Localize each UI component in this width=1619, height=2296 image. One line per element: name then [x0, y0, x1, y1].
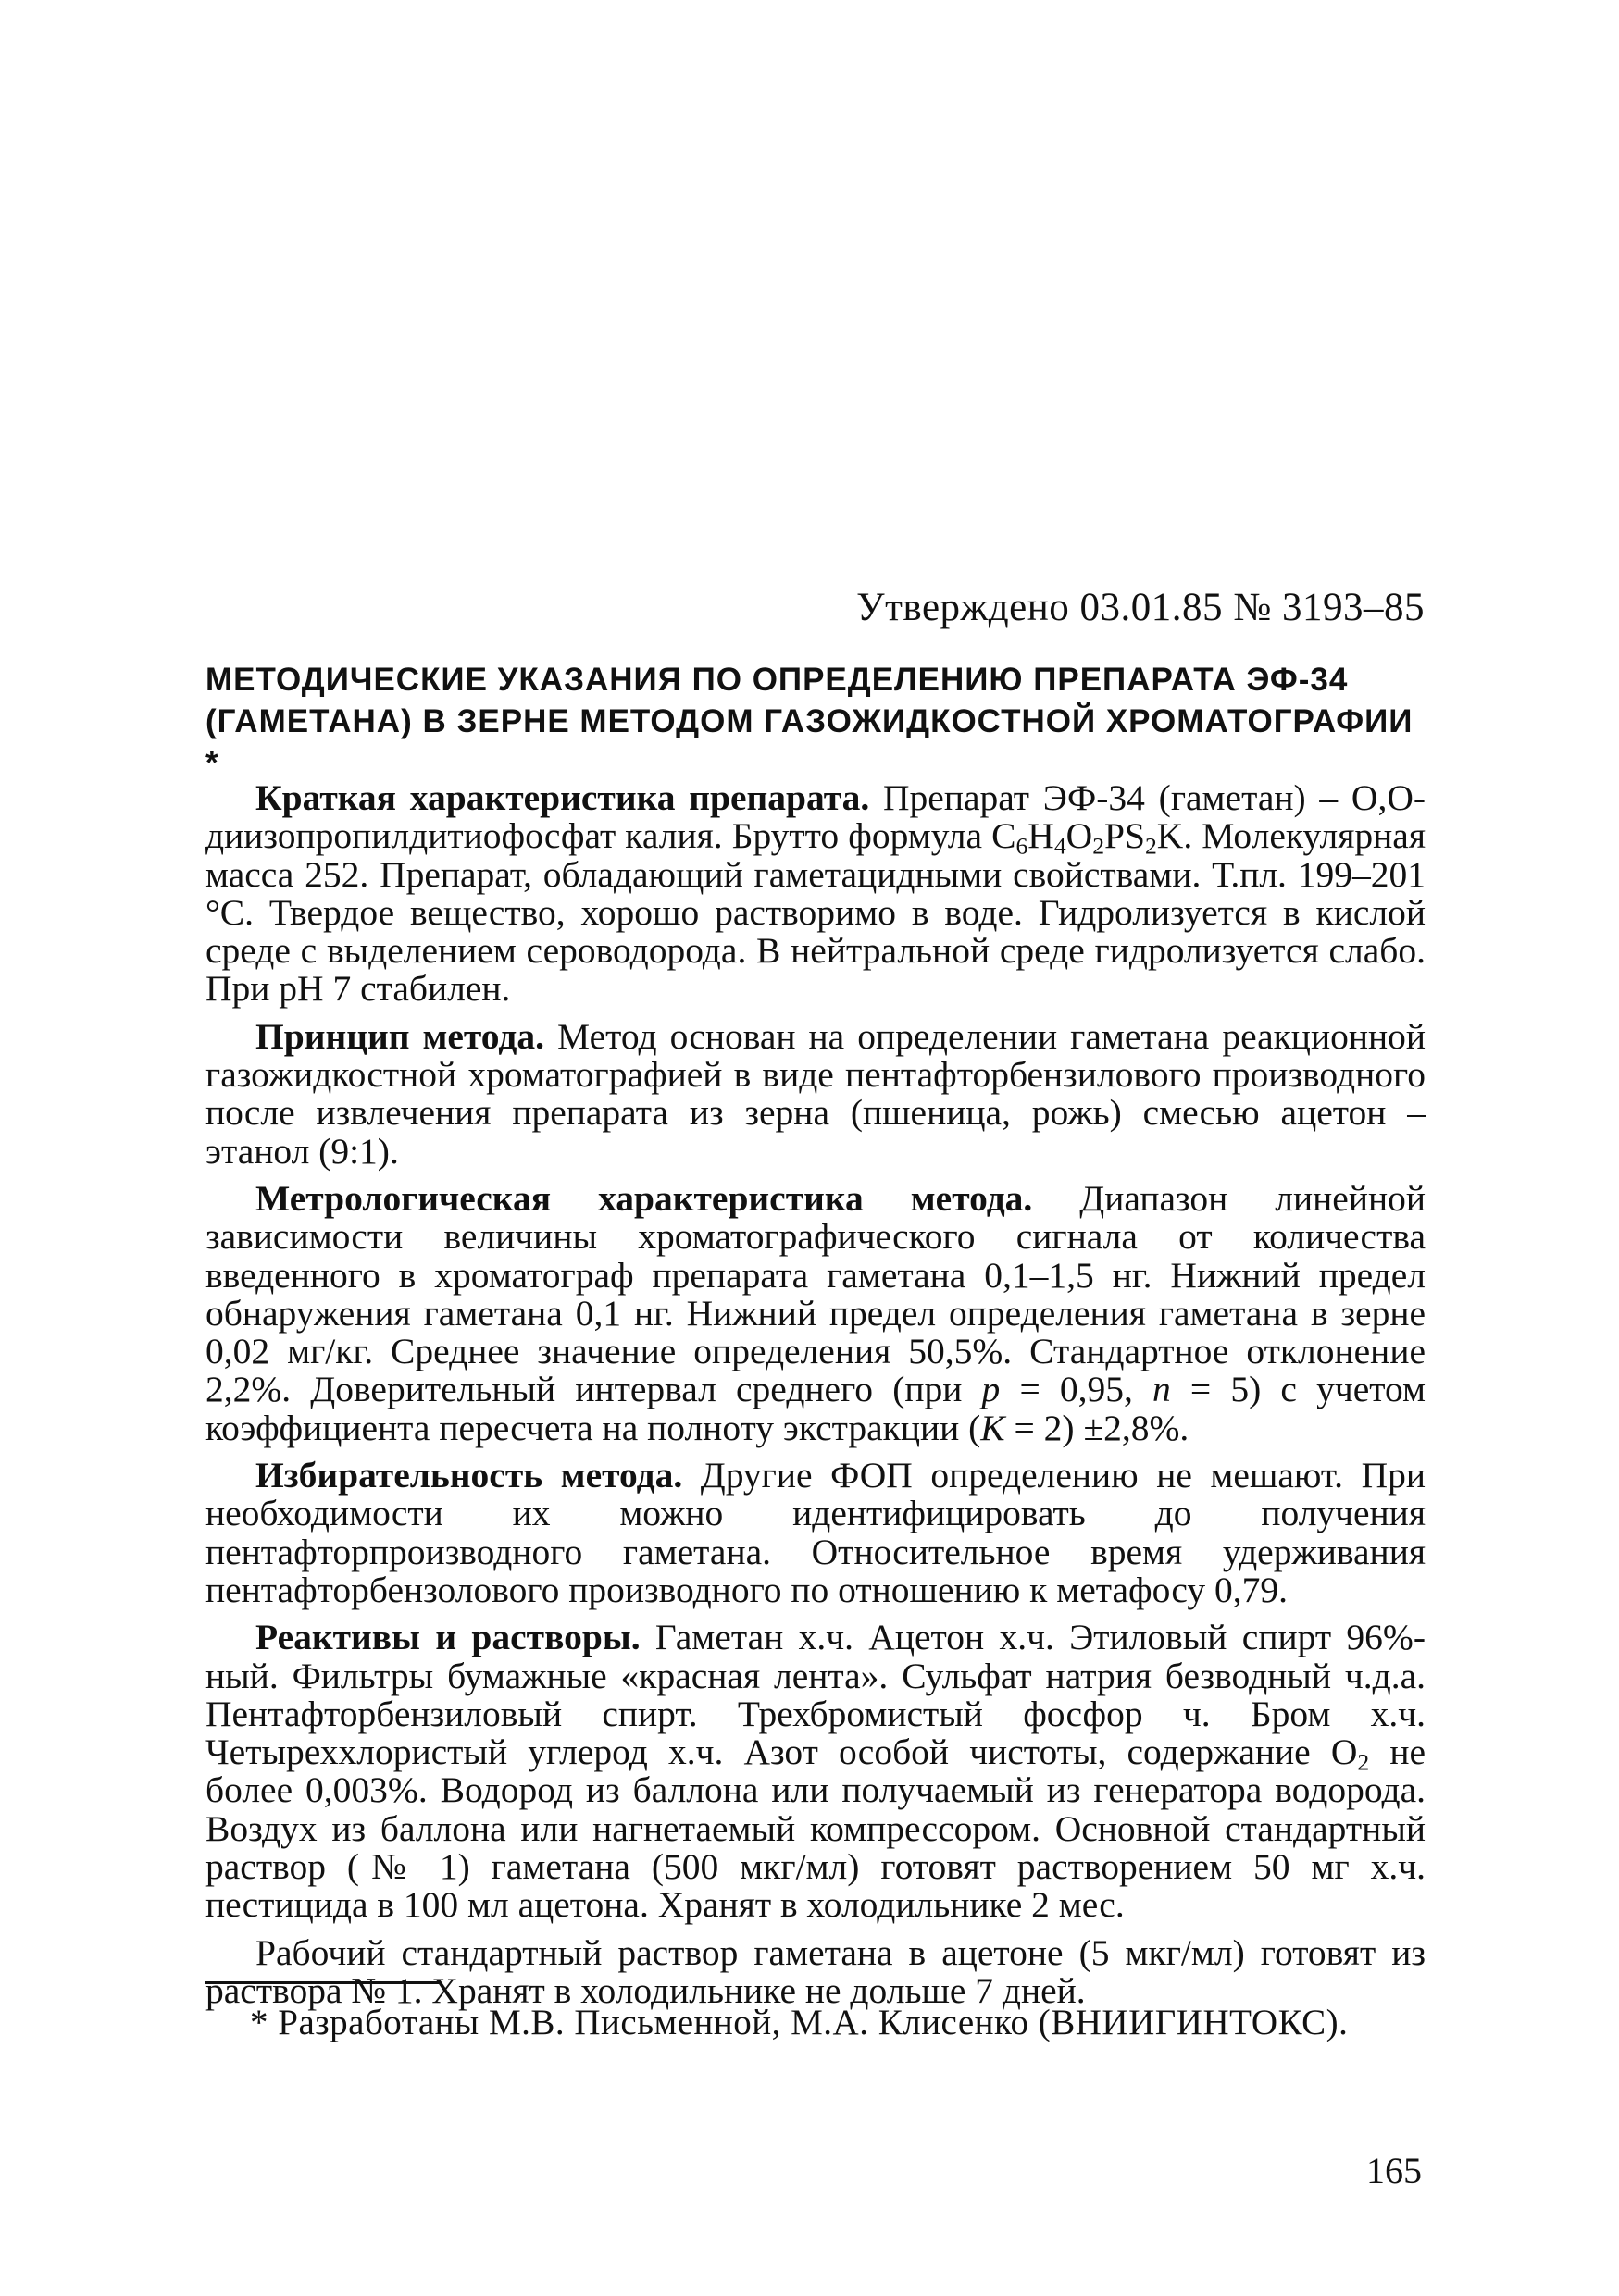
paragraph-text: Рабочий стандартный раствор гаметана в ацетоне (5 мкг/мл) готовят из раствора № 1. Хранят в холодильнике не дольше 7 дней.	[205, 1931, 1426, 2011]
variable-p: p	[981, 1369, 1001, 1410]
paragraph-selectivity	[205, 1457, 1426, 1609]
paragraph-text: Другие ФОП определению не мешают. При необходимости их можно идентифицировать до получения пентафторпроизводного гаметана. Относительное время удерживания пентафторбензолового производного по отношению к метафосу 0,79.	[205, 1455, 1426, 1610]
document-title: МЕТОДИЧЕСКИЕ УКАЗАНИЯ ПО ОПРЕДЕЛЕНИЮ ПРЕПАРАТА ЭФ-34 (ГАМЕТАНА) В ЗЕРНЕ МЕТОДОМ ГАЗОЖИДКОСТНОЙ ХРОМАТОГРАФИИ *	[205, 662, 1414, 781]
variable-k: K	[980, 1407, 1005, 1448]
paragraph-characteristics	[205, 779, 1426, 1009]
paragraph-lead: Реактивы и растворы.	[255, 1617, 641, 1658]
paragraph-text: Препарат ЭФ-34 (гаметан) – О,О-диизопропилдитиофосфат калия. Брутто формула	[205, 777, 1426, 857]
paragraph-lead: Краткая характеристика препарата.	[255, 777, 870, 818]
document-body	[205, 779, 1426, 2019]
paragraph-text: Диапазон линейной зависимости величины хроматографического сигнала от количества введенного в хроматограф препарата гаметана 0,1–1,5 нг. Нижний предел обнаружения гаметана 0,1 нг. Нижний предел определения гаметана в зерне 0,02 мг/кг. Среднее значение определения 50,5%. Стандартное отклонение 2,2%. Доверительный интервал среднего (при	[205, 1177, 1426, 1410]
paragraph-lead: Избирательность метода.	[255, 1455, 683, 1496]
page-number: 165	[1366, 2150, 1422, 2191]
footnote-divider	[205, 1981, 439, 1984]
paragraph-principle	[205, 1015, 1426, 1172]
paragraph-reagents: Реактивы и растворы. Гаметан х.ч. Ацетон х.ч. Этиловый спирт 96%-ный. Фильтры бумажные «красная лента». Сульфат натрия безводный ч.д.а. Пентафторбензиловый спирт. Трехбромистый фосфор ч. Бром х.ч. Четыреххлористый углерод х.ч. Азот особой чистоты, содержание $O_2$ не более 0,003%. Водород из баллона или получаемый из генератора водорода. Воздух из баллона или нагнетаемый компрессором. Основной стандартный раствор (№ 1) гаметана (500 мкг/мл) готовят растворением 50 мг х.ч. пестицида в 100 мл ацетона. Хранят в холодильнике 2 мес.	[205, 1617, 1426, 1926]
chemical-formula: $C_6H_4O_2PS_2K$	[991, 815, 1184, 860]
paragraph-lead: Принцип метода.	[255, 1015, 545, 1057]
paragraph-text: Гаметан х.ч. Ацетон х.ч. Этиловый спирт 96%-ный. Фильтры бумажные «красная лента». Сульфат натрия безводный ч.д.а. Пентафторбензиловый спирт. Трехбромистый фосфор ч. Бром х.ч. Четыреххлористый углерод х.ч. Азот особой чистоты, содержание	[205, 1617, 1426, 1773]
paragraph-metrology: Метрологическая характеристика метода. Диапазон линейной зависимости величины хроматографического сигнала от количества введенного в хроматограф препарата гаметана 0,1–1,5 нг. Нижний предел обнаружения гаметана 0,1 нг. Нижний предел определения гаметана в зерне 0,02 мг/кг. Среднее значение определения 50,5%. Стандартное отклонение 2,2%. Доверительный интервал среднего (при p = 0,95, n = 5) с учетом коэффициента пересчета на полноту экстракции (K = 2) ±2,8%.	[205, 1177, 1426, 1448]
paragraph-text: Метод основан на определении гаметана реакционной газожидкостной хроматографией в виде пентафторбензилового производного после извлечения препарата из зерна (пшеница, рожь) смесью ацетон – этанол (9:1).	[205, 1015, 1426, 1172]
paragraph-text: . Молекулярная масса 252. Препарат, обладающий гаметацидными свойствами. Т.пл. 199–201 °C. Твердое вещество, хорошо растворимо в воде. Гидролизуется в кислой среде с выделением сероводорода. В нейтральной среде гидролизуется слабо. При pH 7 стабилен.	[205, 815, 1426, 1010]
paragraph-lead: Метрологическая характеристика метода.	[255, 1177, 1033, 1219]
paragraph-working-standard	[205, 1931, 1426, 2011]
approval-line: Утверждено 03.01.85 № 3193–85	[856, 586, 1425, 629]
oxygen-formula: O	[1330, 1731, 1358, 1773]
footnote: * Разработаны М.В. Письменной, М.А. Клисенко (ВНИИГИНТОКС).	[250, 2003, 1349, 2042]
variable-n: n	[1152, 1369, 1171, 1410]
